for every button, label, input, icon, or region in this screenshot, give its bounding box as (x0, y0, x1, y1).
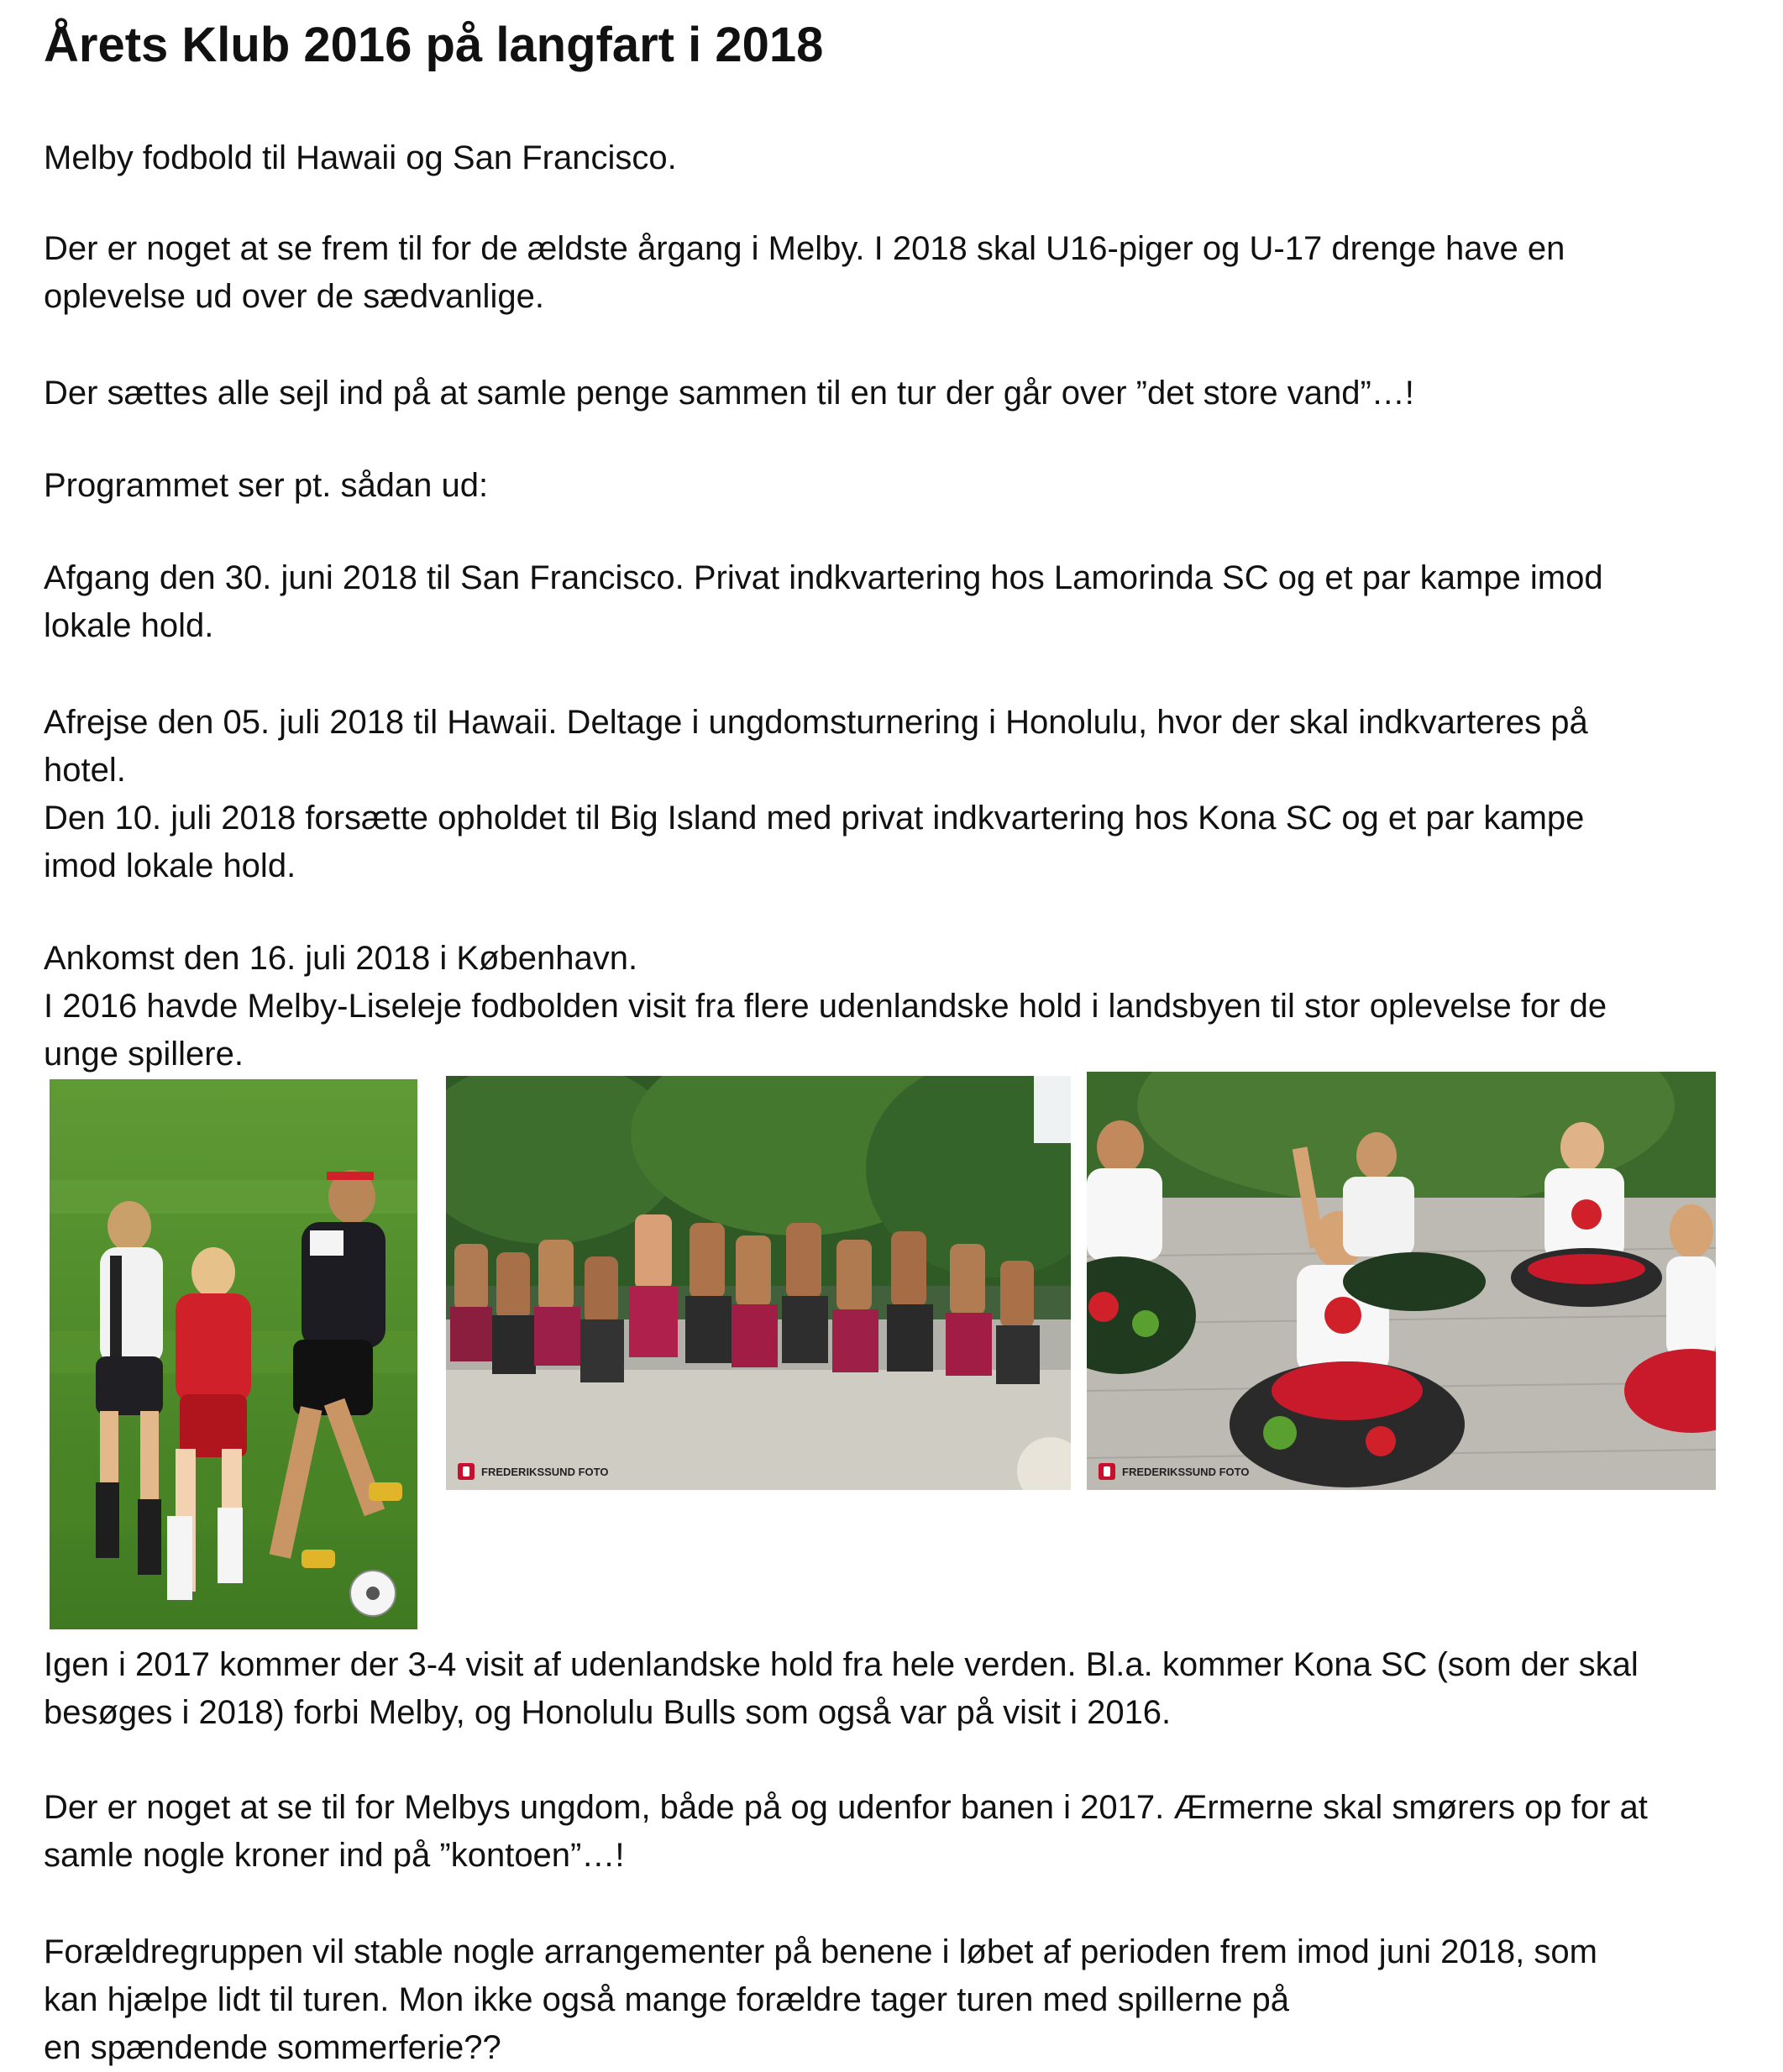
photo-credit-text: FREDERIKSSUND FOTO (1122, 1465, 1250, 1478)
text-line: Der sættes alle sejl ind på at samle penge sammen til en tur der går over ”det store vand”…! (44, 375, 1414, 412)
text-line: Afrejse den 05. juli 2018 til Hawaii. Deltage i ungdomsturnering i Honolulu, hvor der skal indkvarteres på (44, 704, 1588, 741)
text-line: kan hjælpe lidt til turen. Mon ikke også mange forældre tager turen med spillerne på (44, 1981, 1290, 2018)
text-line: Forældregruppen vil stable nogle arrangementer på benene i løbet af perioden frem imod juni 2018, som (44, 1933, 1597, 1970)
text-line: imod lokale hold. (44, 847, 296, 884)
paragraph-1 (44, 134, 677, 182)
text-line: Igen i 2017 kommer der 3-4 visit af udenlandske hold fra hele verden. Bl.a. kommer Kona SC (som der skal (44, 1646, 1639, 1683)
frederikssund-logo-icon (1099, 1463, 1115, 1480)
text-line: Der er noget at se frem til for de ældste årgang i Melby. I 2018 skal U16-piger og U-17 drenge have en (44, 230, 1565, 267)
text-line: unge spillere. (44, 1036, 244, 1073)
girls-dance-scene (1087, 1072, 1716, 1490)
paragraph-3 (44, 370, 1414, 417)
text-line: Der er noget at se til for Melbys ungdom, både på og udenfor banen i 2017. Ærmerne skal smørers op for at (44, 1789, 1648, 1826)
text-line: Den 10. juli 2018 forsætte opholdet til Big Island med privat indkvartering hos Kona SC og et par kampe (44, 800, 1585, 837)
paragraph-5 (44, 554, 1603, 650)
text-line: Afgang den 30. juni 2018 til San Francisco. Privat indkvartering hos Lamorinda SC og et par kampe imod (44, 559, 1603, 596)
text-line: samle nogle kroner ind på ”kontoen”…! (44, 1837, 625, 1874)
boys-dance-scene (446, 1076, 1071, 1490)
text-line: Melby fodbold til Hawaii og San Francisco. (44, 139, 677, 176)
paragraph-10 (44, 1928, 1597, 2072)
paragraph-7 (44, 935, 1607, 1078)
soccer-scene (50, 1079, 417, 1629)
text-line: besøges i 2018) forbi Melby, og Honolulu Bulls som også var på visit i 2016. (44, 1694, 1172, 1731)
paragraph-9 (44, 1784, 1648, 1880)
photo-credit (1099, 1463, 1249, 1480)
paragraph-2 (44, 225, 1565, 321)
text-line: Ankomst den 16. juli 2018 i København. (44, 940, 638, 977)
boys-dance-photo (446, 1076, 1071, 1490)
text-line: Programmet ser pt. sådan ud: (44, 467, 489, 504)
text-line: hotel. (44, 752, 126, 789)
photo-credit-text: FREDERIKSSUND FOTO (481, 1465, 609, 1478)
paragraph-8 (44, 1641, 1639, 1737)
photo-credit (458, 1463, 608, 1480)
frederikssund-logo-icon (458, 1463, 475, 1480)
text-line: oplevelse ud over de sædvanlige. (44, 278, 544, 315)
girls-dance-photo (1087, 1072, 1716, 1490)
text-line: en spændende sommerferie?? (44, 2029, 501, 2066)
article-title: Årets Klub 2016 på langfart i 2018 (44, 18, 824, 72)
paragraph-4 (44, 462, 488, 510)
paragraph-6 (44, 699, 1588, 890)
text-line: I 2016 havde Melby-Liseleje fodbolden visit fra flere udenlandske hold i landsbyen til stor oplevelse for de (44, 988, 1607, 1025)
soccer-girls-photo (50, 1079, 417, 1629)
text-line: lokale hold. (44, 607, 214, 644)
